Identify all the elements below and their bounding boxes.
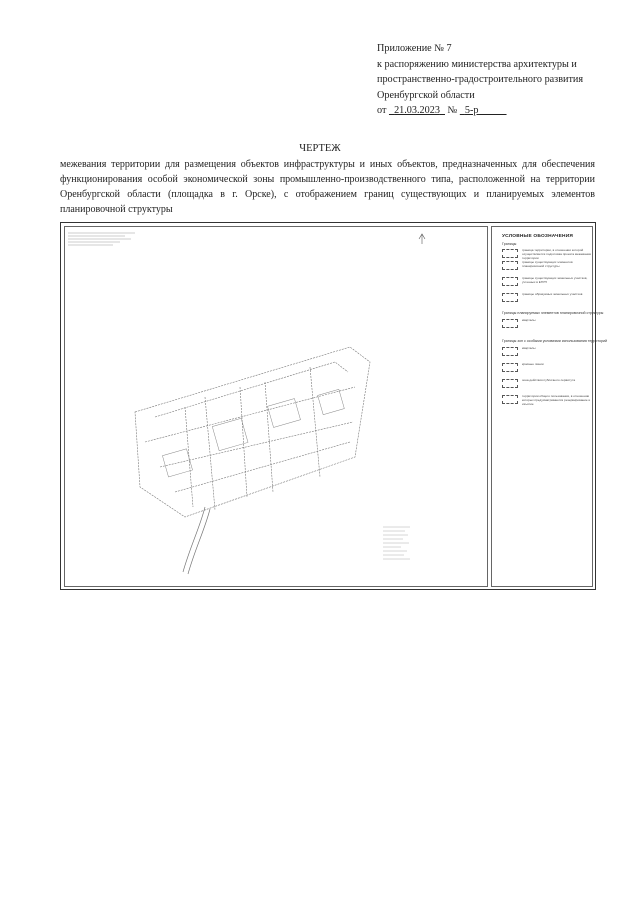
legend-item: красные линии bbox=[502, 363, 594, 375]
legend-swatch bbox=[502, 293, 518, 302]
legend-item: кварталы bbox=[502, 319, 594, 331]
north-arrow-icon bbox=[419, 234, 425, 244]
legend-panel bbox=[491, 226, 608, 587]
description-line: межевания территории для размещения объектов инфраструктуры и иных объектов, предназначенных для обеспечения bbox=[60, 159, 595, 170]
legend-swatch bbox=[502, 261, 518, 270]
legend-item: граница территории, в отношении которой осуществляется подготовка проекта межевания территории bbox=[502, 249, 594, 261]
legend-swatch bbox=[502, 395, 518, 404]
legend-swatch bbox=[502, 249, 518, 258]
date-prefix: от bbox=[377, 105, 387, 117]
drawing-sheet bbox=[60, 222, 608, 590]
legend-swatch bbox=[502, 277, 518, 286]
legend-swatch bbox=[502, 347, 518, 356]
legend-item: кварталы bbox=[502, 347, 594, 359]
number-prefix: № bbox=[447, 105, 458, 117]
description-line: планировочной структуры bbox=[60, 204, 173, 215]
appendix-block bbox=[377, 41, 583, 119]
legend-item: границы существующих элементов планировочной структуры bbox=[502, 261, 594, 273]
description-line: функционирования особой экономической зоны промышленно-производственного типа, расположенной на территории bbox=[60, 174, 595, 185]
legend-section: Границы зон с особыми условиями использования территорий bbox=[502, 339, 608, 343]
appendix-title: Приложение № 7 bbox=[377, 43, 452, 54]
number-value: 5-р bbox=[464, 105, 479, 117]
legend-item: границы образуемых земельных участков bbox=[502, 293, 594, 305]
legend-title: УСЛОВНЫЕ ОБОЗНАЧЕНИЯ bbox=[502, 234, 573, 239]
site-plan-drawing bbox=[65, 227, 489, 588]
legend-section: Границы планируемых элементов планировочной структуры bbox=[502, 311, 604, 315]
legend-swatch bbox=[502, 363, 518, 372]
document-title: ЧЕРТЕЖ bbox=[299, 143, 341, 154]
map-frame bbox=[64, 226, 488, 587]
legend-item: зона действия публичного сервитута bbox=[502, 379, 594, 391]
appendix-date-line bbox=[377, 103, 583, 119]
appendix-line: к распоряжению министерства архитектуры и bbox=[377, 58, 577, 70]
legend-item: границы существующих земельных участков, учтенных в ЕГРН bbox=[502, 277, 594, 289]
appendix-line: Оренбургской области bbox=[377, 89, 475, 101]
description-line: Оренбургской области (площадка в г. Орске), с отображением границ существующих и планируемых элементов bbox=[60, 189, 595, 200]
legend-section: Границы bbox=[502, 242, 517, 246]
document-description bbox=[60, 157, 595, 217]
appendix-line: пространственно-градостроительного развития bbox=[377, 74, 584, 86]
legend-item: территории общего пользования, в отношении которых предусматриваются резервирование и изъятие bbox=[502, 395, 594, 407]
date-value: 21.03.2023 bbox=[394, 105, 440, 117]
legend-swatch bbox=[502, 379, 518, 388]
legend-swatch bbox=[502, 319, 518, 328]
